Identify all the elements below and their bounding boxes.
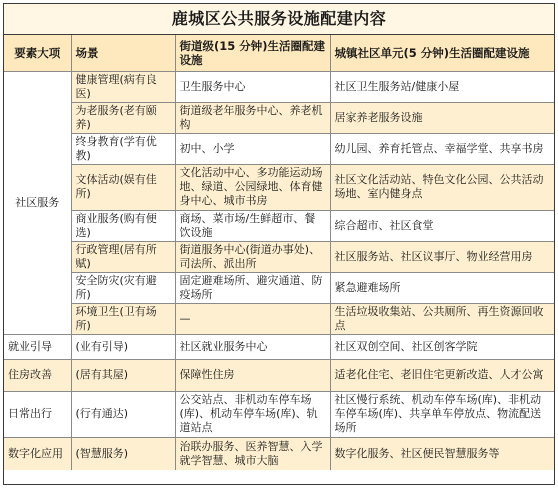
header-street: 街道级(15 分钟)生活圈配建设施 (175, 35, 330, 71)
table-row (4, 71, 554, 102)
scene-cell: (行有通达) (71, 391, 175, 437)
scene-cell: (业有引导) (71, 334, 175, 359)
community-cell: 数字化服务、社区便民智慧服务等 (330, 437, 554, 470)
community-cell: 社区卫生服务站/健康小屋 (330, 71, 554, 102)
scene-cell: (居有其屋) (71, 359, 175, 391)
document-sheet (3, 3, 555, 485)
street-cell: 公交站点、非机动车停车场(库)、机动车停车场(库)、轨道站点 (175, 391, 330, 437)
scene-cell: 健康管理(病有良医) (71, 71, 175, 102)
street-cell: — (175, 303, 330, 334)
community-cell: 居家养老服务设施 (330, 102, 554, 133)
table-row (4, 437, 554, 470)
table-row (4, 334, 554, 359)
street-cell: 治联办服务、医养智慧、入学就学智慧、城市大脑 (175, 437, 330, 470)
category-cell: 日常出行 (4, 391, 71, 437)
category-cell: 数字化应用 (4, 437, 71, 470)
scene-cell: 文体活动(娱有佳所) (71, 164, 175, 210)
community-cell: 社区服务站、社区议事厅、物业经营用房 (330, 241, 554, 272)
facilities-table (4, 35, 554, 470)
community-cell: 紧急避难场所 (330, 272, 554, 303)
scene-cell: 商业服务(购有便选) (71, 210, 175, 241)
scene-cell: 终身教育(学有优教) (71, 133, 175, 164)
scene-cell: 为老服务(老有颐养) (71, 102, 175, 133)
street-cell: 社区就业服务中心 (175, 334, 330, 359)
scene-cell: 安全防灾(灾有避所) (71, 272, 175, 303)
table-row (4, 241, 554, 272)
community-cell: 幼儿园、养育托管点、幸福学堂、共享书房 (330, 133, 554, 164)
header-community: 城镇社区单元(5 分钟)生活圈配建设施 (330, 35, 554, 71)
table-row (4, 102, 554, 133)
community-cell: 社区双创空间、社区创客学院 (330, 334, 554, 359)
header-scene: 场景 (71, 35, 175, 71)
page-title: 鹿城区公共服务设施配建内容 (4, 4, 554, 35)
table-row (4, 303, 554, 334)
table-row (4, 359, 554, 391)
category-cell: 社区服务 (4, 71, 71, 334)
street-cell: 卫生服务中心 (175, 71, 330, 102)
street-cell: 商场、菜市场/生鲜超市、餐饮设施 (175, 210, 330, 241)
table-row (4, 164, 554, 210)
table-row (4, 210, 554, 241)
header-category: 要素大项 (4, 35, 71, 71)
header-row (4, 35, 554, 71)
scene-cell: 行政管理(居有所赋) (71, 241, 175, 272)
street-cell: 街道级老年服务中心、养老机构 (175, 102, 330, 133)
street-cell: 文化活动中心、多功能运动场地、绿道、公园绿地、体育健身中心、城市书房 (175, 164, 330, 210)
street-cell: 街道服务中心(街道办事处)、司法所、派出所 (175, 241, 330, 272)
table-row (4, 133, 554, 164)
street-cell: 保障性住房 (175, 359, 330, 391)
table-row (4, 391, 554, 437)
street-cell: 初中、小学 (175, 133, 330, 164)
scene-cell: (智慧服务) (71, 437, 175, 470)
scene-cell: 环境卫生(卫有场所) (71, 303, 175, 334)
community-cell: 社区慢行系统、机动车停车场(库)、非机动车停车场(库)、共享单车停放点、物流配送场所 (330, 391, 554, 437)
category-cell: 就业引导 (4, 334, 71, 359)
community-cell: 生活垃圾收集站、公共厕所、再生资源回收点 (330, 303, 554, 334)
community-cell: 综合超市、社区食堂 (330, 210, 554, 241)
table-row (4, 272, 554, 303)
street-cell: 固定避难场所、避灾通道、防疫场所 (175, 272, 330, 303)
community-cell: 适老化住宅、老旧住宅更新改造、人才公寓 (330, 359, 554, 391)
community-cell: 社区文化活动站、特色文化公园、公共活动场地、室内健身点 (330, 164, 554, 210)
category-cell: 住房改善 (4, 359, 71, 391)
